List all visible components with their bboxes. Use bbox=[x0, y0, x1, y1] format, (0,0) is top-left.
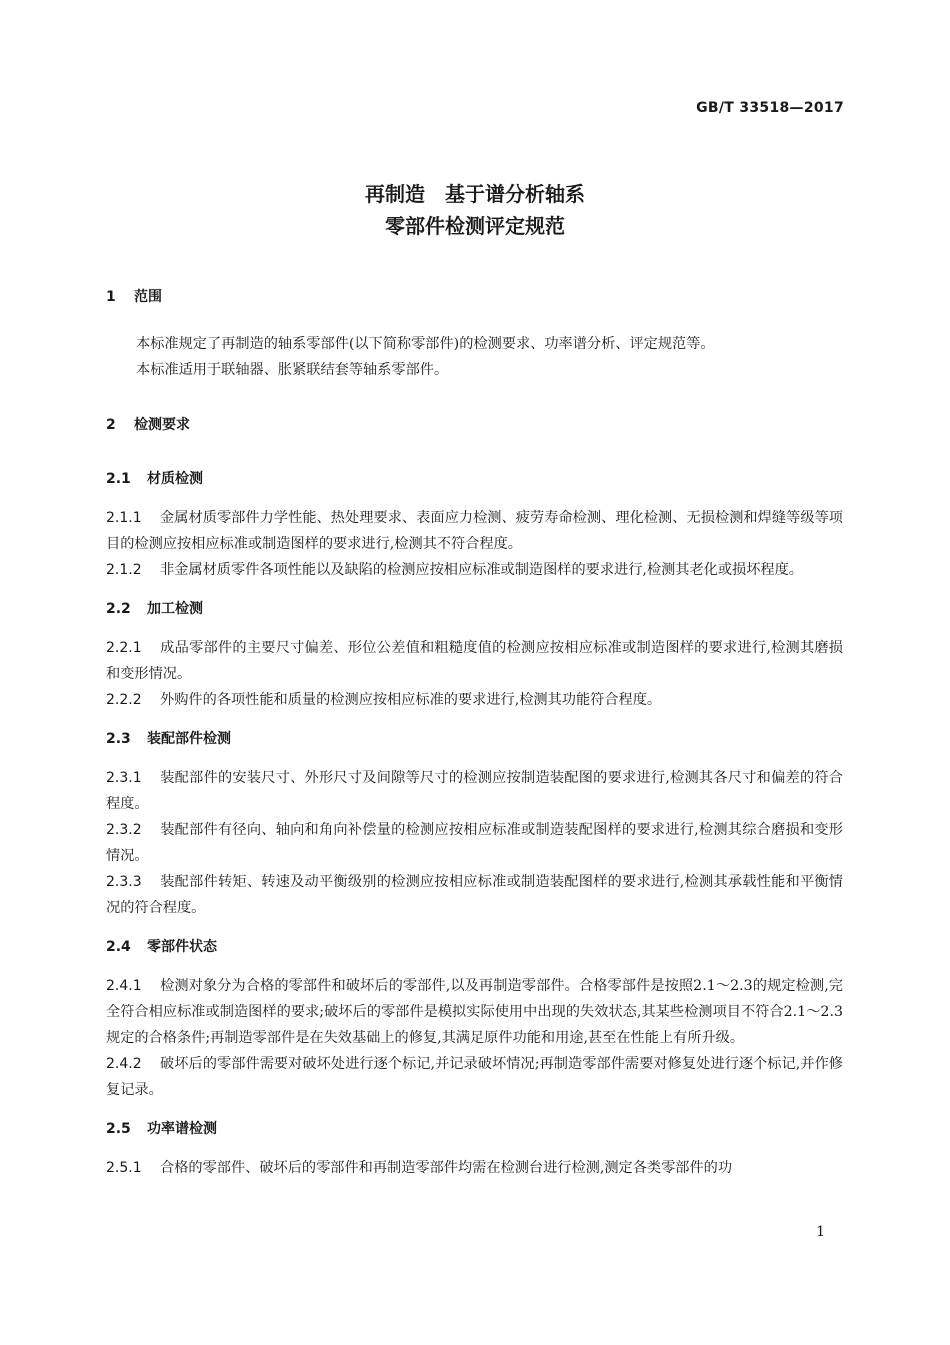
subsection-number: 2.2 bbox=[106, 601, 131, 617]
clause-text: 成品零部件的主要尺寸偏差、形位公差值和粗糙度值的检测应按相应标准或制造图样的要求进行,检测其磨损和变形情况。 bbox=[106, 640, 843, 682]
subsection-number: 2.5 bbox=[106, 1121, 131, 1137]
section-number: 2 bbox=[106, 417, 116, 433]
subsection-heading-2-2 bbox=[106, 597, 843, 621]
clause-2-3-2 bbox=[106, 817, 843, 869]
clause-number: 2.1.2 bbox=[106, 562, 142, 578]
clause-text: 装配部件转矩、转速及动平衡级别的检测应按相应标准或制造装配图样的要求进行,检测其承载性能和平衡情况的符合程度。 bbox=[106, 874, 843, 916]
clause-2-2-2 bbox=[106, 687, 843, 713]
clause-2-2-1 bbox=[106, 635, 843, 687]
subsection-heading-2-1 bbox=[106, 467, 843, 491]
clause-number: 2.2.2 bbox=[106, 692, 142, 708]
subsection-number: 2.4 bbox=[106, 939, 131, 955]
subsection-title: 装配部件检测 bbox=[147, 731, 231, 747]
subsection-title: 零部件状态 bbox=[147, 939, 217, 955]
section-title: 范围 bbox=[134, 289, 162, 305]
clause-number: 2.4.1 bbox=[106, 978, 142, 994]
clause-2-4-2 bbox=[106, 1051, 843, 1103]
clause-number: 2.3.2 bbox=[106, 822, 142, 838]
clause-2-3-3 bbox=[106, 869, 843, 921]
clause-number: 2.2.1 bbox=[106, 640, 142, 656]
subsection-title: 材质检测 bbox=[147, 471, 203, 487]
section-heading-1 bbox=[106, 285, 843, 309]
paragraph: 本标准适用于联轴器、胀紧联结套等轴系零部件。 bbox=[136, 362, 449, 378]
clause-text: 合格的零部件、破坏后的零部件和再制造零部件均需在检测台进行检测,测定各类零部件的功 bbox=[160, 1160, 733, 1176]
clause-text: 金属材质零部件力学性能、热处理要求、表面应力检测、疲劳寿命检测、理化检测、无损检测和焊缝等级等项目的检测应按相应标准或制造图样的要求进行,检测其不符合程度。 bbox=[106, 510, 843, 552]
clause-text: 装配部件有径向、轴向和角向补偿量的检测应按相应标准或制造装配图样的要求进行,检测其综合磨损和变形情况。 bbox=[106, 822, 843, 864]
clause-number: 2.4.2 bbox=[106, 1056, 142, 1072]
clause-number: 2.1.1 bbox=[106, 510, 142, 526]
subsection-title: 加工检测 bbox=[147, 601, 203, 617]
clause-text: 外购件的各项性能和质量的检测应按相应标准的要求进行,检测其功能符合程度。 bbox=[160, 692, 662, 708]
section-title: 检测要求 bbox=[134, 417, 190, 433]
title-line-1: 再制造 基于谱分析轴系 bbox=[365, 182, 585, 206]
clause-2-4-1 bbox=[106, 973, 843, 1051]
clause-number: 2.3.1 bbox=[106, 770, 142, 786]
document-title bbox=[0, 178, 950, 242]
subsection-number: 2.3 bbox=[106, 731, 131, 747]
clause-number: 2.5.1 bbox=[106, 1160, 142, 1176]
standard-number: GB/T 33518—2017 bbox=[696, 100, 844, 116]
section-heading-2 bbox=[106, 413, 843, 437]
page-number: 1 bbox=[816, 1224, 825, 1240]
clause-2-3-1 bbox=[106, 765, 843, 817]
paragraph: 本标准规定了再制造的轴系零部件(以下简称零部件)的检测要求、功率谱分析、评定规范等。 bbox=[136, 336, 715, 352]
title-line-2: 零部件检测评定规范 bbox=[385, 214, 565, 238]
section-number: 1 bbox=[106, 289, 116, 305]
clause-2-1-2 bbox=[106, 557, 843, 583]
clause-2-1-1 bbox=[106, 505, 843, 557]
subsection-heading-2-5 bbox=[106, 1117, 843, 1141]
clause-text: 非金属材质零件各项性能以及缺陷的检测应按相应标准或制造图样的要求进行,检测其老化或损坏程度。 bbox=[160, 562, 803, 578]
subsection-number: 2.1 bbox=[106, 471, 131, 487]
subsection-heading-2-3 bbox=[106, 727, 843, 751]
subsection-heading-2-4 bbox=[106, 935, 843, 959]
clause-text: 装配部件的安装尺寸、外形尺寸及间隙等尺寸的检测应按制造装配图的要求进行,检测其各尺寸和偏差的符合程度。 bbox=[106, 770, 843, 812]
clause-2-5-1 bbox=[106, 1155, 843, 1181]
document-body bbox=[106, 285, 843, 1181]
subsection-title: 功率谱检测 bbox=[147, 1121, 217, 1137]
clause-text: 检测对象分为合格的零部件和破坏后的零部件,以及再制造零部件。合格零部件是按照2.1～2.3的规定检测,完全符合相应标准或制造图样的要求;破坏后的零部件是模拟实际使用中出现的失效状态,其某些检测项目不符合2.1～2.3规定的合格条件;再制造零部件是在失效基础上的修复,其满足原件功能和用途,甚至在性能上有所升级。 bbox=[106, 978, 843, 1046]
clause-text: 破坏后的零部件需要对破坏处进行逐个标记,并记录破坏情况;再制造零部件需要对修复处进行逐个标记,并作修复记录。 bbox=[106, 1056, 843, 1098]
clause-number: 2.3.3 bbox=[106, 874, 142, 890]
